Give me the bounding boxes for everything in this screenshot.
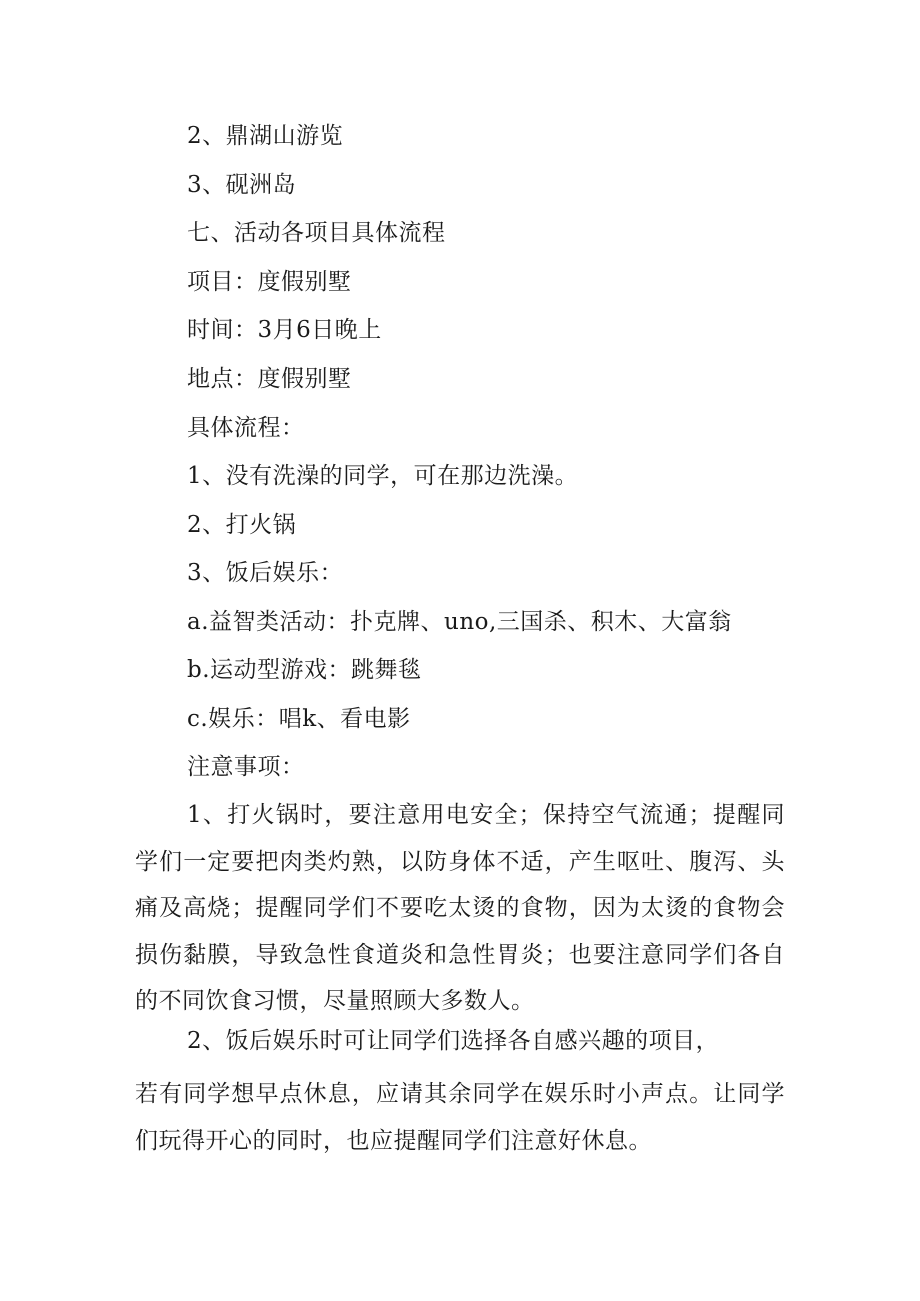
time-line: 时间：3月6日晚上: [187, 317, 382, 343]
activity-c: c.娱乐：唱k、看电影: [187, 706, 411, 732]
project-line: 项目：度假别墅: [187, 269, 352, 295]
process-heading: 具体流程：: [187, 415, 305, 441]
activity-b: b.运动型游戏：跳舞毯: [187, 657, 422, 683]
process-item-3: 3、饭后娱乐：: [187, 560, 344, 586]
note-paragraph-2: 2、饭后娱乐时可让同学们选择各自感兴趣的项目，: [187, 1028, 720, 1054]
process-item-2: 2、打火锅: [187, 512, 297, 538]
list-item-yanzhou-island: 3、砚洲岛: [187, 172, 297, 198]
section-heading: 七、活动各项目具体流程: [187, 220, 446, 246]
process-item-1: 1、没有洗澡的同学，可在那边洗澡。: [187, 463, 579, 489]
location-line: 地点：度假别墅: [187, 366, 352, 392]
note-paragraph-1: 1、打火锅时，要注意用电安全；保持空气流通；提醒同学们一定要把肉类灼熟，以防身体不适，产生呕吐、腹泻、头痛及高烧；提醒同学们不要吃太烫的食物，因为太烫的食物会损伤黏膜，导致急性食道炎和急性胃炎；也要注意同学们各自的不同饮食习惯，尽量照顾大多数人。: [135, 802, 785, 1014]
notes-heading: 注意事项：: [187, 754, 305, 780]
list-item-dinghu-mountain: 2、鼎湖山游览: [187, 123, 344, 149]
activity-a: a.益智类活动：扑克牌、uno,三国杀、积木、大富翁: [187, 609, 732, 635]
note-paragraph-2-continued: 若有同学想早点休息，应请其余同学在娱乐时小声点。让同学们玩得开心的同时，也应提醒同学们注意好休息。: [135, 1081, 785, 1154]
